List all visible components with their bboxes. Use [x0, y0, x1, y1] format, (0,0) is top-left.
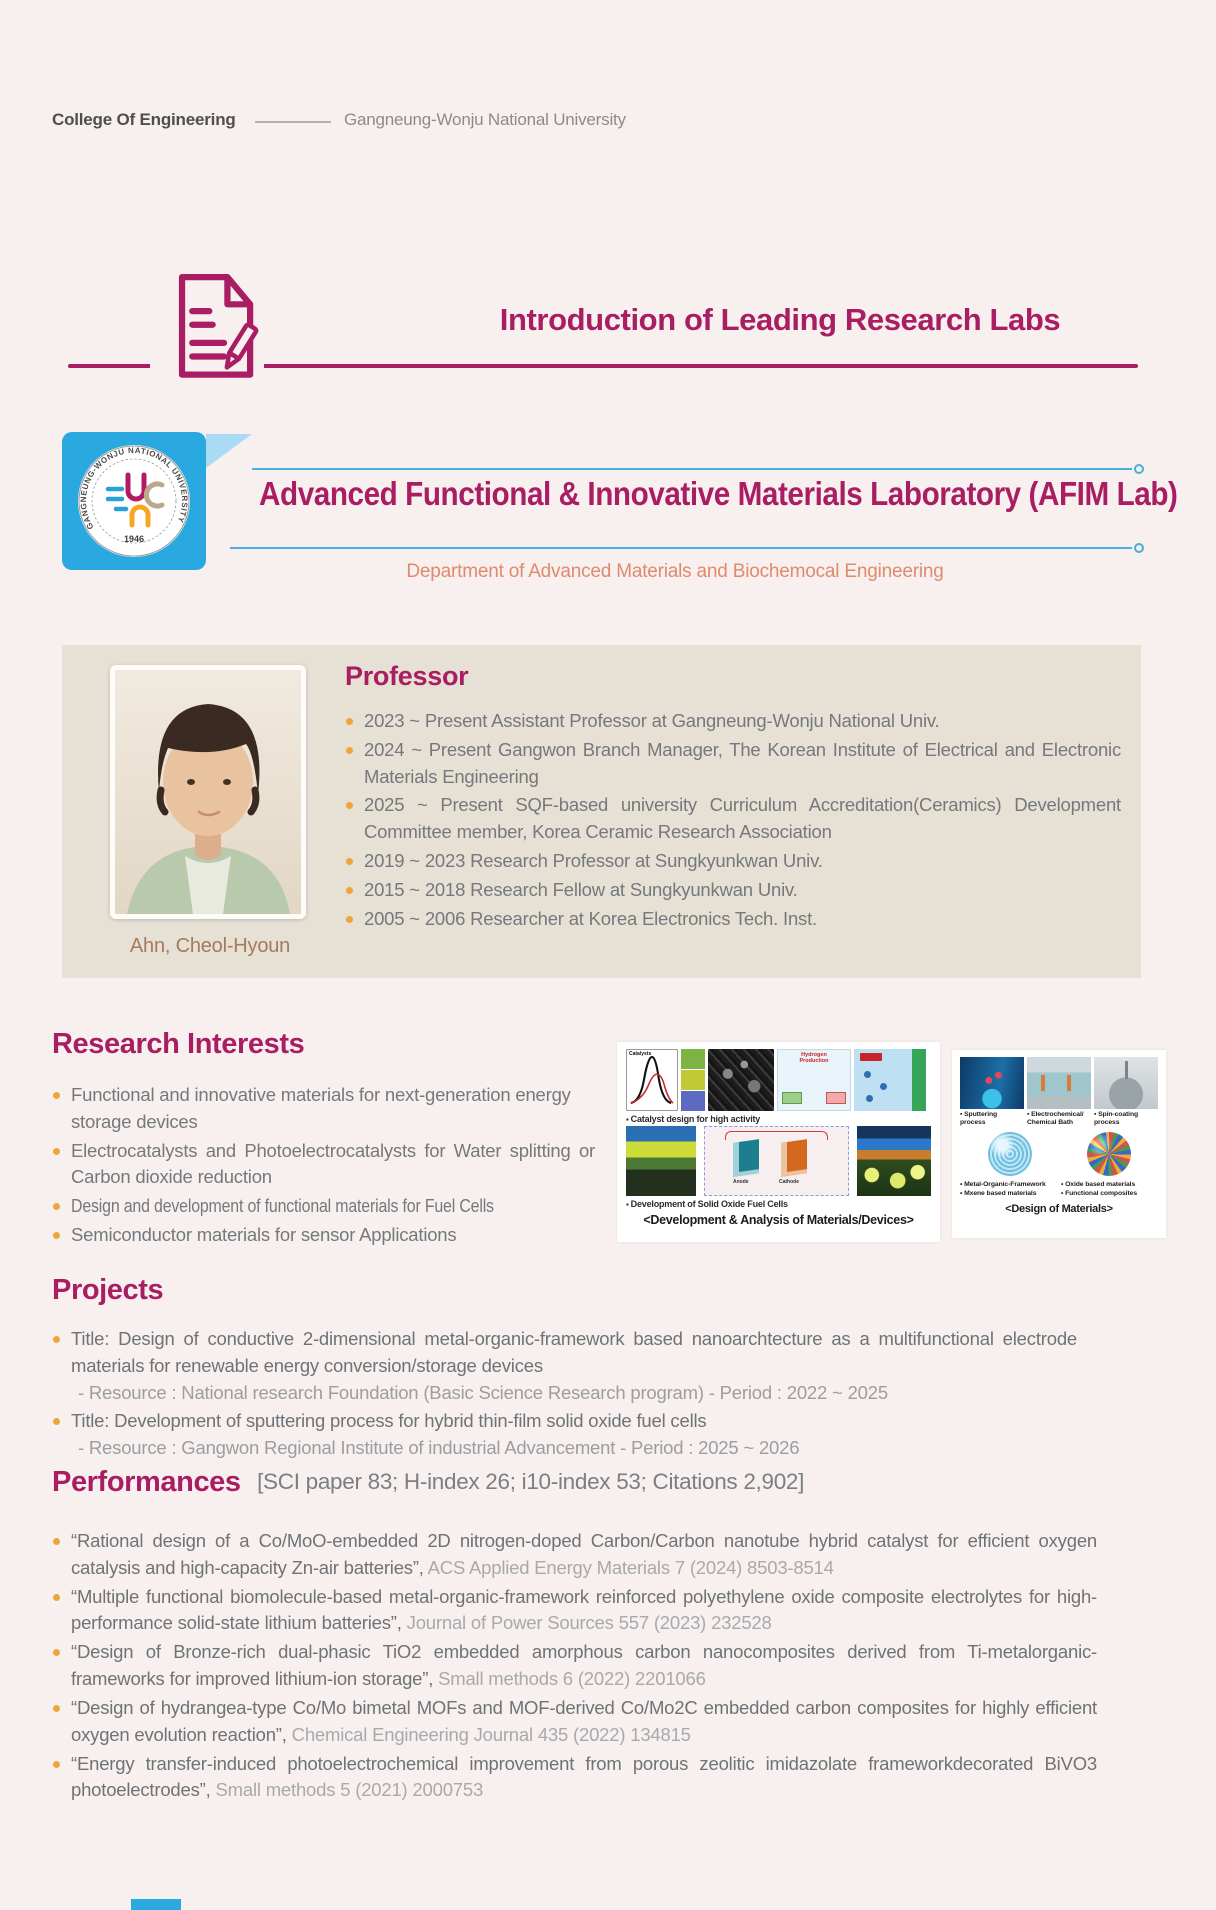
- professor-name: Ahn, Cheol-Hyoun: [129, 935, 291, 957]
- project-resource: - Resource : Gangwon Regional Institute of industrial Advancement - Period : 2025 ~ 2026: [78, 1437, 800, 1459]
- chemical-bath-thumbnail: [1027, 1057, 1091, 1109]
- career-list: [345, 708, 1121, 933]
- interest-item: Semiconductor materials for sensor Applications: [52, 1222, 595, 1249]
- svg-text:1946: 1946: [123, 534, 145, 544]
- figure1-title: <Development & Analysis of Materials/Devices>: [643, 1213, 914, 1227]
- career-item: 2015 ~ 2018 Research Fellow at Sungkyunkwan Univ.: [345, 877, 1121, 904]
- career-item: 2025 ~ Present SQF-based university Curriculum Accreditation(Ceramics) Development Committee member, Korea Ceramic Research Association: [345, 792, 1121, 846]
- figure2-bullet: • Metal-Organic-Framework: [960, 1180, 1057, 1189]
- footer-page-marker: [131, 1899, 181, 1910]
- projects-heading: Projects: [52, 1274, 164, 1306]
- document-pencil-icon: [150, 268, 264, 386]
- publication-item: [52, 1528, 1097, 1582]
- figure2-caption2: ▪ Electrochemical/ Chemical Bath: [1027, 1111, 1091, 1128]
- publication-title: “Energy transfer-induced photoelectrochemical improvement from porous zeolitic imidazolate frameworkdecorated BiVO3 photoelectrodes”,: [71, 1752, 1097, 1801]
- project-item: [52, 1408, 1077, 1462]
- publication-item: [52, 1639, 1097, 1693]
- photocathode-thumbnail: [854, 1049, 926, 1111]
- header-university: Gangneung-Wonju National University: [344, 110, 626, 129]
- professor-heading: Professor: [345, 661, 469, 691]
- figure2-bullet: • Functional composites: [1061, 1189, 1158, 1198]
- lab-name: [208, 475, 1178, 513]
- publication-ref: Small methods 6 (2022) 2201066: [438, 1668, 706, 1690]
- plot-label: Catalysts: [629, 1051, 652, 1057]
- publication-ref: Journal of Power Sources 557 (2023) 232528: [406, 1612, 772, 1634]
- publication-item: [52, 1695, 1097, 1749]
- header-divider: [255, 121, 331, 123]
- figure2-bullets-left: [960, 1180, 1057, 1198]
- research-figure-materials-devices: [617, 1042, 940, 1242]
- mof-sphere-thumbnail: [988, 1132, 1032, 1176]
- lab-department: Department of Advanced Materials and Biochemocal Engineering: [406, 561, 944, 582]
- interest-item: Electrocatalysts and Photoelectrocatalysts for Water splitting or Carbon dioxide reduction: [52, 1138, 595, 1192]
- figure1-caption1: ▪ Catalyst design for high activity: [626, 1114, 931, 1124]
- svg-text:GANGNEUNG-WONJU NATIONAL UNIVE: GANGNEUNG-WONJU NATIONAL UNIVERSITY: [78, 445, 190, 531]
- publication-title: “Rational design of a Co/MoO-embedded 2D nitrogen-doped Carbon/Carbon nanotube hybrid catalyst for efficient oxygen catalysis and high-capacity Zn-air batteries”,: [71, 1530, 1097, 1578]
- publication-ref: ACS Applied Energy Materials 7 (2024) 8503-8514: [427, 1556, 834, 1578]
- catalyst-plot-thumbnail: [626, 1049, 678, 1111]
- figure2-title: <Design of Materials>: [1005, 1203, 1113, 1216]
- hydrogen-label: Hydrogen Production: [799, 1052, 829, 1065]
- sem-stack-thumbnail: [681, 1049, 705, 1111]
- project-title: Title: Development of sputtering process for hybrid thin-film solid oxide fuel cells: [71, 1410, 707, 1432]
- project-title: Title: Design of conductive 2-dimensional metal-organic-framework based nanoarchtecture as a multifunctional electrode materials for renewable energy conversion/storage devices: [71, 1328, 1077, 1376]
- lab-name-text: Advanced Functional & Innovative Materials Laboratory (AFIM Lab): [259, 475, 1178, 512]
- publication-item: [52, 1584, 1097, 1638]
- oxide-sphere-thumbnail: [1087, 1132, 1131, 1176]
- device-stack-thumbnail: [857, 1126, 931, 1196]
- hydrogen-production-thumbnail: [777, 1049, 851, 1111]
- spin-coating-thumbnail: [1094, 1057, 1158, 1109]
- professor-card: [62, 645, 1141, 978]
- research-interests-heading: Research Interests: [52, 1028, 305, 1060]
- figure2-caption1: ▪ Sputtering process: [960, 1111, 1024, 1128]
- interest-item: Design and development of functional materials for Fuel Cells: [52, 1193, 595, 1220]
- layered-material-thumbnail: [626, 1126, 696, 1196]
- performances-heading: Performances: [52, 1466, 241, 1498]
- career-item: 2019 ~ 2023 Research Professor at Sungkyunkwan Univ.: [345, 848, 1121, 875]
- anode-label: Anode: [733, 1179, 749, 1185]
- publication-title: “Design of Bronze-rich dual-phasic TiO2 embedded amorphous carbon nanocomposites derived from Ti-metalorganic-frameworks for improved lithium-ion storage”,: [71, 1641, 1097, 1690]
- publication-item: [52, 1751, 1097, 1805]
- sem-image-thumbnail: [708, 1049, 774, 1111]
- figure1-caption2: ▪ Development of Solid Oxide Fuel Cells: [626, 1199, 931, 1209]
- research-interests-list: [52, 1082, 595, 1251]
- fuel-cell-schematic: [704, 1126, 849, 1196]
- career-item: 2023 ~ Present Assistant Professor at Gangneung-Wonju National Univ.: [345, 708, 1121, 735]
- career-item: 2005 ~ 2006 Researcher at Korea Electronics Tech. Inst.: [345, 906, 1121, 933]
- figure2-bullets-right: [1061, 1180, 1158, 1198]
- project-resource: - Resource : National research Foundation (Basic Science Research program) - Period : 2022 ~ 2025: [78, 1381, 888, 1403]
- lab-banner-bottom-line: [230, 547, 1132, 549]
- figure2-caption3: ▪ Spin-coating process: [1094, 1111, 1158, 1128]
- university-seal: [72, 439, 196, 563]
- university-seal-badge: [62, 432, 206, 570]
- cathode-label: Cathode: [779, 1179, 799, 1185]
- figure2-bullet: • Oxide based materials: [1061, 1180, 1158, 1189]
- badge-fold-decoration: [206, 434, 252, 468]
- career-item: 2024 ~ Present Gangwon Branch Manager, The Korean Institute of Electrical and Electronic Materials Engineering: [345, 737, 1121, 791]
- performances-metrics: [SCI paper 83; H-index 26; i10-index 53; Citations 2,902]: [257, 1469, 805, 1494]
- publication-ref: Small methods 5 (2021) 2000753: [215, 1779, 484, 1801]
- professor-photo: [110, 665, 306, 919]
- publication-title: “Design of hydrangea-type Co/Mo bimetal MOFs and MOF-derived Co/Mo2C embedded carbon composites for highly efficient oxygen evolution reaction”,: [71, 1696, 1097, 1745]
- research-figure-design-of-materials: [952, 1050, 1166, 1238]
- header-college: College Of Engineering: [52, 110, 236, 129]
- publications-list: [52, 1528, 1097, 1806]
- lab-banner-top-line: [252, 468, 1132, 470]
- project-item: [52, 1326, 1077, 1406]
- sputtering-thumbnail: [960, 1057, 1024, 1109]
- figure2-bullet: • Mxene based materials: [960, 1189, 1057, 1198]
- interest-item: Functional and innovative materials for next-generation energy storage devices: [52, 1082, 595, 1136]
- publication-title: “Multiple functional biomolecule-based metal-organic-framework reinforced polyethylene oxide composite electrolytes for high-performance solid-state lithium batteries”,: [71, 1585, 1097, 1634]
- publication-ref: Chemical Engineering Journal 435 (2022) 134815: [291, 1723, 691, 1745]
- projects-list: [52, 1326, 1077, 1464]
- page-title: Introduction of Leading Research Labs: [499, 302, 1061, 337]
